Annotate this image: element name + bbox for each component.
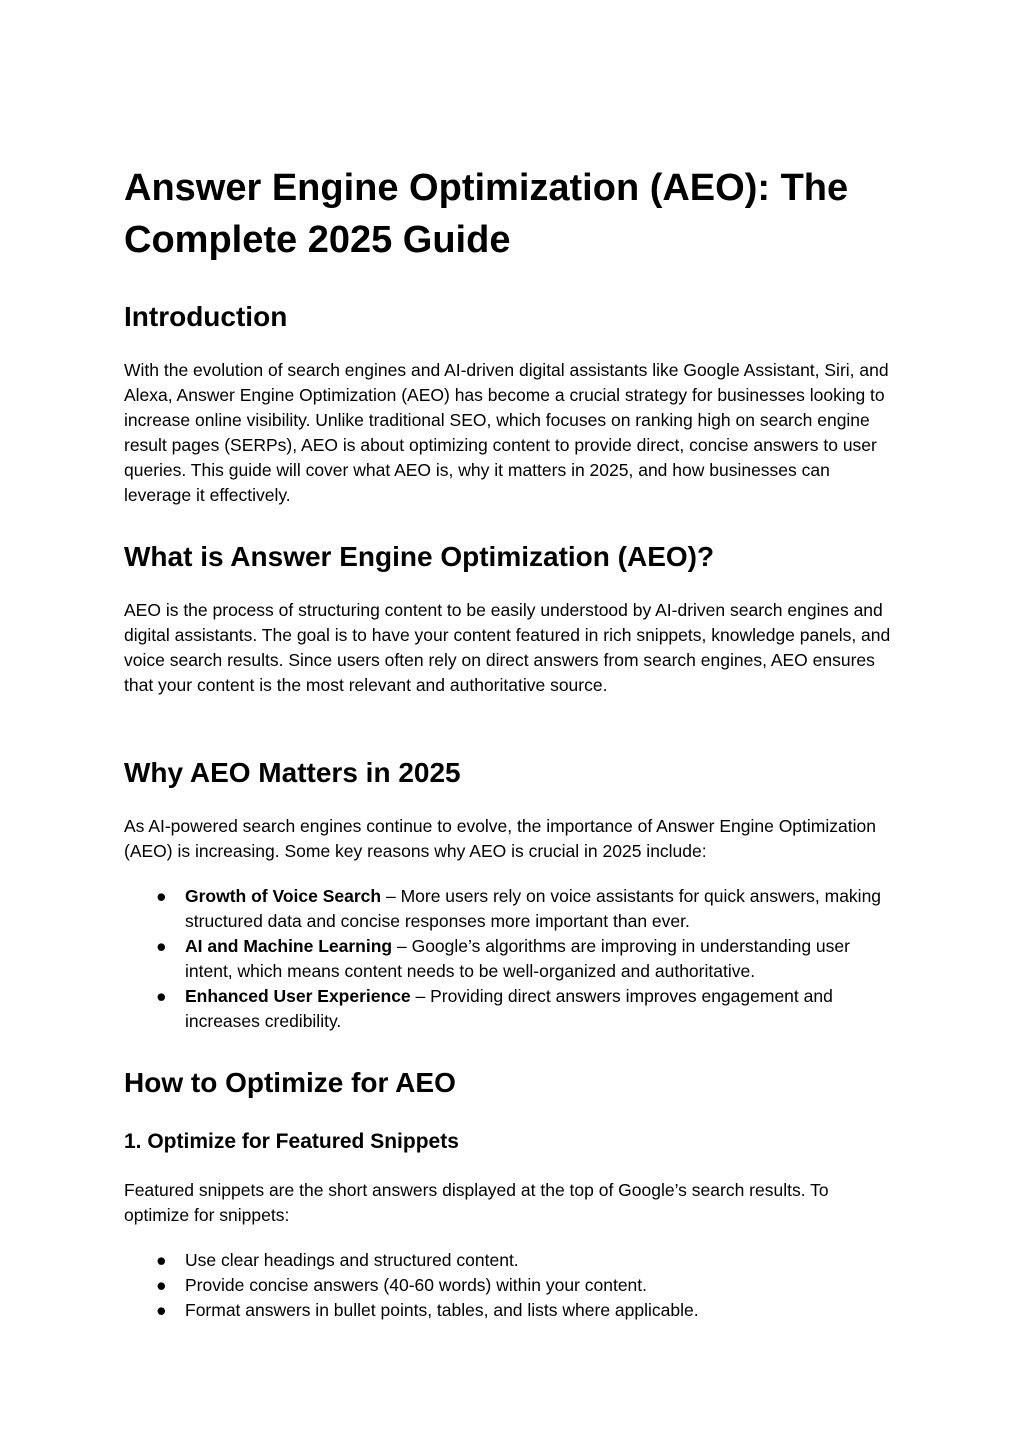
list-item-text: – Google’s algorithms are improving in understanding user intent, which means content needs to be well-organized and authoritative. <box>185 936 850 981</box>
why-matters-heading: Why AEO Matters in 2025 <box>124 757 461 788</box>
list-item <box>124 1273 894 1298</box>
featured-snippets-paragraph: Featured snippets are the short answers displayed at the top of Google’s search results. To optimize for snippets: <box>124 1180 829 1225</box>
list-item <box>124 1298 894 1323</box>
list-item-term: Growth of Voice Search <box>185 886 382 906</box>
list-item-text: Provide concise answers (40-60 words) within your content. <box>185 1275 648 1295</box>
bullet-icon: ● <box>156 936 167 956</box>
list-item <box>124 984 894 1034</box>
why-matters-list <box>124 884 894 1034</box>
document-title: Answer Engine Optimization (AEO): The Complete 2025 Guide <box>124 167 849 261</box>
bullet-icon: ● <box>156 1250 167 1270</box>
list-item-text: Use clear headings and structured content. <box>185 1250 519 1270</box>
intro-paragraph: With the evolution of search engines and AI-driven digital assistants like Google Assistant, Siri, and Alexa, Answer Engine Optimization (AEO) has become a crucial strategy for businesses looking to increase online visibility. Unlike traditional SEO, which focuses on ranking high on search engine result pages (SERPs), AEO is about optimizing content to provide direct, concise answers to user queries. This guide will cover what AEO is, why it matters in 2025, and how businesses can leverage it effectively. <box>124 360 889 505</box>
bullet-icon: ● <box>156 886 167 906</box>
list-item-term: AI and Machine Learning <box>185 936 393 956</box>
list-item <box>124 884 894 934</box>
bullet-icon: ● <box>156 986 167 1006</box>
featured-snippets-heading: 1. Optimize for Featured Snippets <box>124 1130 459 1153</box>
list-item-term: Enhanced User Experience <box>185 986 411 1006</box>
bullet-icon: ● <box>156 1300 167 1320</box>
why-matters-paragraph: As AI-powered search engines continue to evolve, the importance of Answer Engine Optimization (AEO) is increasing. Some key reasons why AEO is crucial in 2025 include: <box>124 816 876 861</box>
list-item <box>124 1248 894 1273</box>
intro-heading: Introduction <box>124 301 288 332</box>
list-item-text: – Providing direct answers improves engagement and increases credibility. <box>185 986 833 1031</box>
list-item-text: – More users rely on voice assistants for quick answers, making structured data and concise responses more important than ever. <box>185 886 882 931</box>
how-to-heading: How to Optimize for AEO <box>124 1067 456 1098</box>
what-is-heading: What is Answer Engine Optimization (AEO)? <box>124 541 715 572</box>
what-is-paragraph: AEO is the process of structuring content to be easily understood by AI-driven search engines and digital assistants. The goal is to have your content featured in rich snippets, knowledge panels, and voice search results. Since users often rely on direct answers from search engines, AEO ensures that your content is the most relevant and authoritative source. <box>124 600 891 695</box>
bullet-icon: ● <box>156 1275 167 1295</box>
featured-snippets-list <box>124 1248 894 1323</box>
list-item <box>124 934 894 984</box>
list-item-text: Format answers in bullet points, tables, and lists where applicable. <box>185 1300 699 1320</box>
